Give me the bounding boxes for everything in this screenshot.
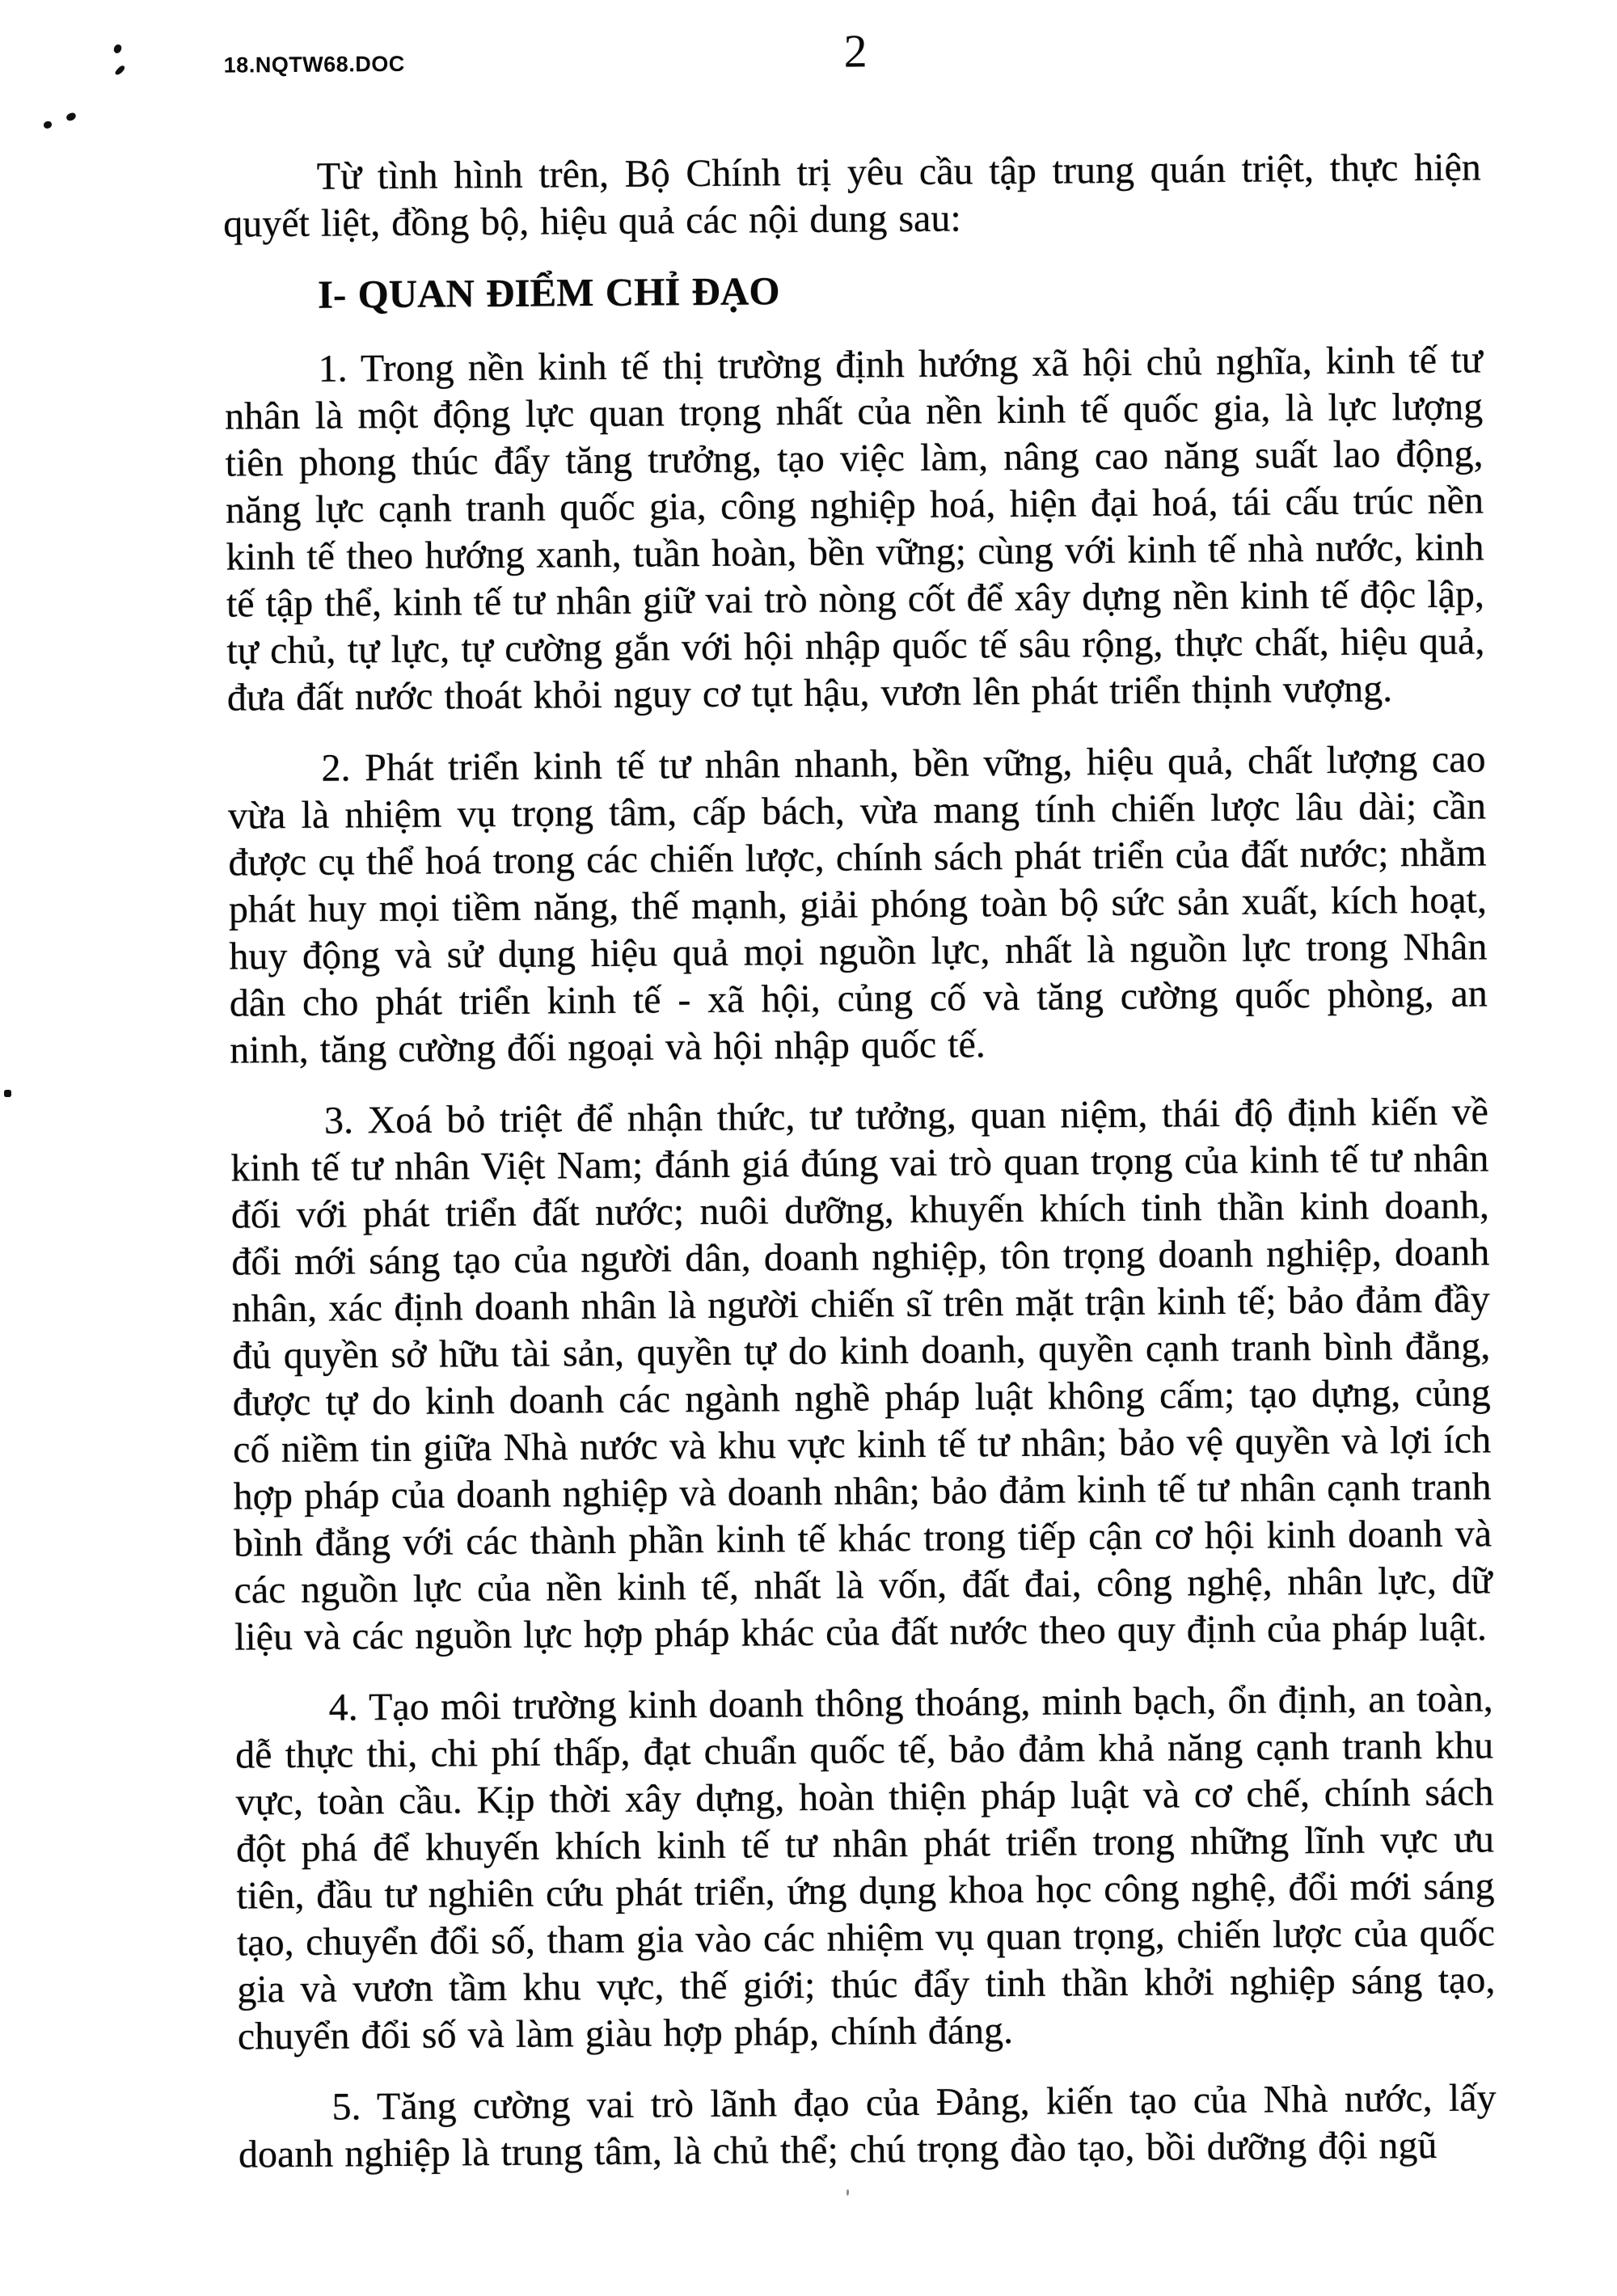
paragraph-1: 1. Trong nền kinh tế thị trường định hướng xã hội chủ nghĩa, kinh tế tư nhân là một động lực quan trọng nhất của nền kinh tế quốc gia, là lực lượng tiên phong thúc đẩy tăng trưởng, tạo việc làm, nâng cao năng suất lao động, năng lực cạnh tranh quốc gia, công nghiệp hoá, hiện đại hoá, tái cấu trúc nền kinh tế theo hướng xanh, tuần hoàn, bền vững; cùng với kinh tế nhà nước, kinh tế tập thể, kinh tế tư nhân giữ vai trò nòng cốt để xây dựng nền kinh tế độc lập, tự chủ, tự lực, tự cường gắn với hội nhập quốc tế sâu rộng, thực chất, hiệu quả, đưa đất nước thoát khỏi nguy cơ tụt hậu, vươn lên phát triển thịnh vượng.	[224, 338, 1485, 720]
document-body	[223, 144, 1497, 2202]
paragraph-3: 3. Xoá bỏ triệt để nhận thức, tư tưởng, quan niệm, thái độ định kiến về kinh tế tư nhân Việt Nam; đánh giá đúng vai trò quan trọng của kinh tế tư nhân đối với phát triển đất nước; nuôi dưỡng, khuyến khích tinh thần kinh doanh, đổi mới sáng tạo của người dân, doanh nghiệp, tôn trọng doanh nghiệp, doanh nhân, xác định doanh nhân là người chiến sĩ trên mặt trận kinh tế; bảo đảm đầy đủ quyền sở hữu tài sản, quyền tự do kinh doanh, quyền cạnh tranh bình đẳng, được tự do kinh doanh các ngành nghề pháp luật không cấm; tạo dựng, củng cố niềm tin giữa Nhà nước và khu vực kinh tế tư nhân; bảo vệ quyền và lợi ích hợp pháp của doanh nghiệp và doanh nhân; bảo đảm kinh tế tư nhân cạnh tranh bình đẳng với các thành phần kinh tế khác trong tiếp cận cơ hội kinh doanh và các nguồn lực của nền kinh tế, nhất là vốn, đất đai, công nghệ, nhân lực, dữ liệu và các nguồn lực hợp pháp khác của đất nước theo quy định của pháp luật.	[230, 1090, 1492, 1659]
paragraph-4: 4. Tạo môi trường kinh doanh thông thoáng, minh bạch, ổn định, an toàn, dễ thực thi, chi phí thấp, đạt chuẩn quốc tế, bảo đảm khả năng cạnh tranh khu vực, toàn cầu. Kịp thời xây dựng, hoàn thiện pháp luật và cơ chế, chính sách đột phá để khuyến khích kinh tế tư nhân phát triển trong những lĩnh vực ưu tiên, đầu tư nghiên cứu phát triển, ứng dụng khoa học công nghệ, đổi mới sáng tạo, chuyển đổi số, tham gia vào các nhiệm vụ quan trọng, chiến lược của quốc gia và vươn tầm khu vực, thế giới; thúc đẩy tinh thần khởi nghiệp sáng tạo, chuyển đổi số và làm giàu hợp pháp, chính đáng.	[234, 1677, 1496, 2058]
section-heading: I- QUAN ĐIỂM CHỈ ĐẠO	[317, 268, 780, 317]
page-number: 2	[843, 24, 868, 78]
paragraph-5-truncated: 5. Tăng cường vai trò lãnh đạo của Đảng, kiến tạo của Nhà nước, lấy doanh nghiệp là trung tâm, là chủ thể; chú trọng đào tạo, bồi dưỡng đội ngũ	[238, 2076, 1497, 2176]
intro-paragraph: Từ tình hình trên, Bộ Chính trị yêu cầu tập trung quán triệt, thực hiện quyết liệt, đồng bộ, hiệu quả các nội dung sau:	[223, 146, 1481, 246]
paragraph-2: 2. Phát triển kinh tế tư nhân nhanh, bền vững, hiệu quả, chất lượng cao vừa là nhiệm vụ trọng tâm, cấp bách, vừa mang tính chiến lược lâu dài; cần được cụ thể hoá trong các chiến lược, chính sách phát triển của đất nước; nhằm phát huy mọi tiềm năng, thế mạnh, giải phóng toàn bộ sức sản xuất, kích hoạt, huy động và sử dụng hiệu quả mọi nguồn lực, nhất là nguồn lực trong Nhân dân cho phát triển kinh tế - xã hội, củng cố và tăng cường quốc phòng, an ninh, tăng cường đối ngoại và hội nhập quốc tế.	[227, 737, 1488, 1072]
document-filename-header: 18.NQTW68.DOC	[223, 51, 405, 78]
